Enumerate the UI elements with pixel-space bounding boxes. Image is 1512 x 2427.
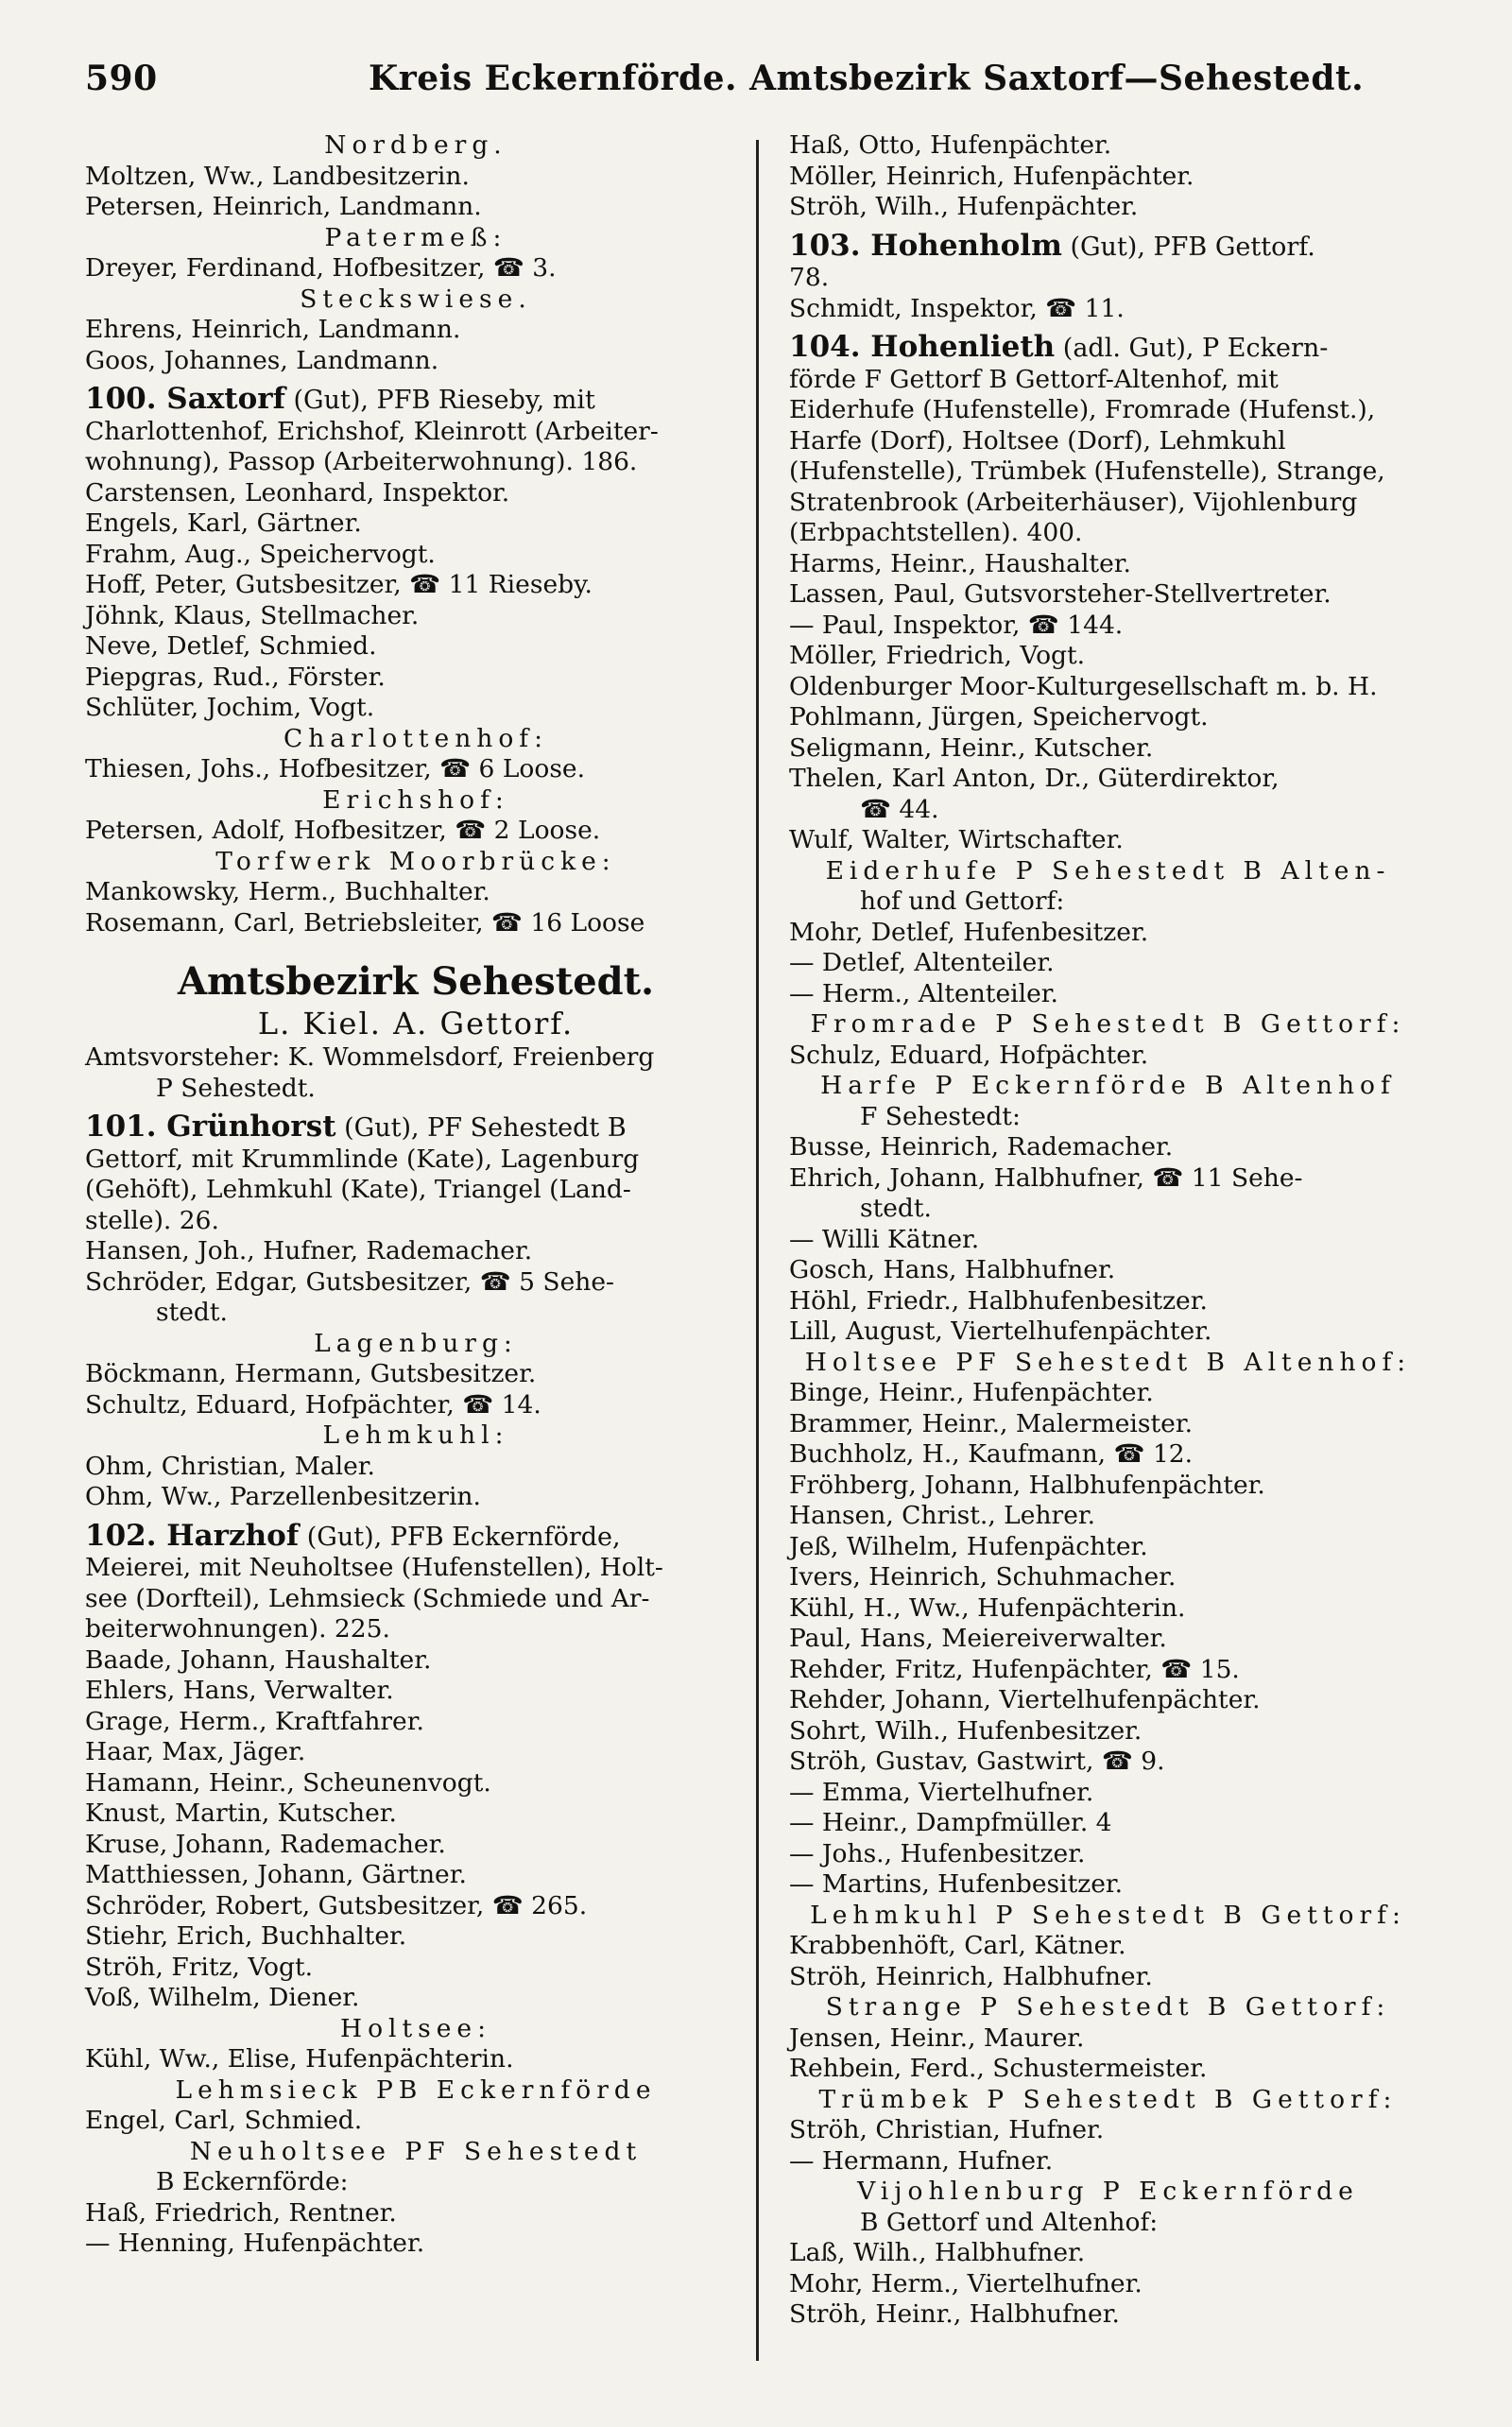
text-line: — Herm., Altenteiler. [789, 978, 1058, 1008]
entry-place-details: (Gut), PFB Rieseby, mit [284, 386, 595, 415]
text-line: — Heinr., Dampfmüller. 4 [789, 1808, 1112, 1837]
text-line: Haar, Max, Jäger. [85, 1737, 306, 1766]
text-line: Rehder, Fritz, Hufenpächter, ☎ 15. [789, 1654, 1240, 1684]
text-line: beiterwohnungen). 225. [85, 1614, 390, 1644]
text-line: (Erbpachtstellen). 400. [789, 518, 1083, 547]
locality-heading: Holtsee: [339, 2013, 492, 2043]
text-line: Goos, Johannes, Landmann. [85, 345, 439, 375]
column-divider [756, 140, 759, 2361]
locality-heading: Trümbek P Sehestedt B Gettorf: [818, 2084, 1398, 2114]
text-line: Kruse, Johann, Rademacher. [85, 1829, 446, 1859]
text-line: förde F Gettorf B Gettorf-Altenhof, mit [789, 364, 1279, 394]
text-line: Thelen, Karl Anton, Dr., Güterdirektor, [789, 764, 1280, 793]
text-line: Laß, Wilh., Halbhufner. [789, 2238, 1086, 2267]
text-line: Ivers, Heinrich, Schuhmacher. [789, 1562, 1177, 1592]
text-line: Ströh, Heinrich, Halbhufner. [789, 1961, 1153, 1991]
text-line: Höhl, Friedr., Halbhufenbesitzer. [789, 1285, 1208, 1316]
text-line: Matthiessen, Johann, Gärtner. [85, 1860, 467, 1889]
page-number: 590 [85, 59, 158, 98]
continuation-line: stedt. [156, 1298, 228, 1327]
text-line: Petersen, Heinrich, Landmann. [85, 192, 482, 221]
locality-heading: Patermeß: [324, 222, 507, 252]
text-line: Frahm, Aug., Speichervogt. [85, 539, 436, 569]
text-line: Ehrich, Johann, Halbhufner, ☎ 11 Sehe- [789, 1162, 1303, 1193]
text-line: Ströh, Gustav, Gastwirt, ☎ 9. [789, 1747, 1165, 1776]
entry-place-details: (Gut), PF Sehestedt B [335, 1113, 627, 1143]
text-line: Haß, Friedrich, Rentner. [85, 2197, 397, 2228]
text-line: Meierei, mit Neuholtsee (Hufenstellen), Holt- [85, 1553, 663, 1582]
text-line: Mohr, Detlef, Hufenbesitzer. [789, 917, 1149, 947]
text-line: wohnung), Passop (Arbeiterwohnung). 186. [85, 447, 638, 476]
entry-place-name: Hohenlieth [860, 330, 1056, 364]
text-line: Mankowsky, Herm., Buchhalter. [85, 877, 490, 906]
text-line: Engel, Carl, Schmied. [85, 2106, 363, 2135]
entry-heading-line [789, 332, 1427, 365]
entry-heading-line [789, 228, 1427, 264]
locality-heading: Charlottenhof: [283, 723, 549, 753]
locality-heading: Lagenburg: [314, 1328, 518, 1358]
text-line: (Hufenstelle), Trümbek (Hufenstelle), Strange, [789, 456, 1385, 486]
text-line: Hoff, Peter, Gutsbesitzer, ☎ 11 Rieseby. [85, 570, 593, 599]
text-line: Fröhberg, Johann, Halbhufenpächter. [789, 1470, 1265, 1500]
locality-heading: Nordberg. [324, 130, 507, 160]
text-line: 78. [789, 263, 830, 292]
continuation-line: stedt. [860, 1194, 932, 1223]
page-header [85, 59, 1427, 115]
entry-place-name: Saxtorf [156, 382, 285, 416]
text-line: Harms, Heinr., Haushalter. [789, 548, 1131, 578]
text-line: Schmidt, Inspektor, ☎ 11. [789, 293, 1125, 323]
section-heading: Amtsbezirk Sehestedt. [177, 959, 655, 1004]
text-line: Carstensen, Leonhard, Inspektor. [85, 477, 510, 508]
entry-place-details: (adl. Gut), P Eckern- [1055, 334, 1329, 363]
text-line: see (Dorfteil), Lehmsieck (Schmiede und Ar- [85, 1583, 650, 1613]
entry-heading-line [85, 1111, 747, 1145]
text-line: Paul, Hans, Meiereiverwalter. [789, 1624, 1167, 1653]
entry-place-name: Hohenholm [860, 228, 1062, 263]
text-line: — Paul, Inspektor, ☎ 144. [789, 610, 1124, 640]
text-line: Seligmann, Heinr., Kutscher. [789, 732, 1154, 763]
text-line: Oldenburger Moor-Kulturgesellschaft m. b. H. [789, 671, 1378, 701]
text-line: Schulz, Eduard, Hofpächter. [789, 1040, 1149, 1070]
text-line: Amtsvorsteher: K. Wommelsdorf, Freienberg [85, 1042, 655, 1072]
text-line: Rosemann, Carl, Betriebsleiter, ☎ 16 Loose [85, 907, 645, 938]
locality-heading: Neuholtsee PF Sehestedt [189, 2136, 643, 2166]
text-line: Harfe (Dorf), Holtsee (Dorf), Lehmkuhl [789, 425, 1286, 456]
text-line: Hansen, Joh., Hufner, Rademacher. [85, 1236, 533, 1265]
entry-place-name: Harzhof [156, 1518, 300, 1553]
locality-heading: Eiderhufe P Sehestedt B Alten- [825, 855, 1391, 886]
text-line: Lill, August, Viertelhufenpächter. [789, 1317, 1212, 1346]
text-line: Kühl, Ww., Elise, Hufenpächterin. [85, 2044, 514, 2074]
locality-heading: Strange P Sehestedt B Gettorf: [825, 1992, 1391, 2022]
entry-heading-line [85, 384, 747, 417]
continuation-line: ☎ 44. [860, 794, 939, 824]
text-line: Stratenbrook (Arbeiterhäuser), Vijohlenburg [789, 487, 1358, 517]
text-line: — Henning, Hufenpächter. [85, 2229, 425, 2258]
entry-heading-line [85, 1518, 747, 1554]
text-line: Haß, Otto, Hufenpächter. [789, 130, 1112, 160]
text-line: Jeß, Wilhelm, Hufenpächter. [789, 1531, 1148, 1561]
text-line: Dreyer, Ferdinand, Hofbesitzer, ☎ 3. [85, 253, 557, 283]
locality-heading: Lehmkuhl P Sehestedt B Gettorf: [810, 1900, 1406, 1930]
right-column [789, 130, 1427, 2331]
text-line: — Emma, Viertelhufner. [789, 1777, 1094, 1807]
text-line: Buchholz, H., Kaufmann, ☎ 12. [789, 1439, 1194, 1469]
locality-heading: Fromrade P Sehestedt B Gettorf: [810, 1009, 1406, 1039]
text-line: Jöhnk, Klaus, Stellmacher. [85, 600, 420, 630]
text-line: — Hermann, Hufner. [789, 2145, 1054, 2176]
locality-heading: Holtsee PF Sehestedt B Altenhof: [804, 1347, 1412, 1377]
text-line: — Martins, Hufenbesitzer. [789, 1869, 1124, 1899]
text-line: Möller, Friedrich, Vogt. [789, 641, 1086, 670]
text-line: — Willi Kätner. [789, 1224, 980, 1254]
text-line: Gettorf, mit Krummlinde (Kate), Lagenburg [85, 1144, 640, 1174]
text-line: Ohm, Christian, Maler. [85, 1451, 375, 1481]
text-line: Schlüter, Jochim, Vogt. [85, 693, 375, 722]
text-line: Busse, Heinrich, Rademacher. [789, 1132, 1174, 1162]
text-line: Schröder, Edgar, Gutsbesitzer, ☎ 5 Sehe- [85, 1266, 614, 1297]
text-line: Hansen, Christ., Lehrer. [789, 1501, 1096, 1530]
entry-place-details: (Gut), PFB Eckernförde, [299, 1522, 621, 1552]
text-line: Jensen, Heinr., Maurer. [789, 2022, 1085, 2053]
text-line: Lassen, Paul, Gutsvorsteher-Stellvertreter. [789, 579, 1332, 609]
continuation-line: P Sehestedt. [156, 1073, 316, 1103]
entry-place-name: Grünhorst [156, 1110, 336, 1144]
entry-number: 101. [85, 1110, 157, 1144]
locality-heading: Erichshof: [322, 784, 509, 815]
text-line: Charlottenhof, Erichshof, Kleinrott (Arbeiter- [85, 416, 659, 446]
text-line: Ströh, Wilh., Hufenpächter. [789, 192, 1139, 221]
locality-heading: Harfe P Eckernförde B Altenhof [820, 1071, 1396, 1100]
text-line: Petersen, Adolf, Hofbesitzer, ☎ 2 Loose. [85, 816, 601, 845]
text-line: Ströh, Heinr., Halbhufner. [789, 2299, 1120, 2329]
text-line: Rehder, Johann, Viertelhufenpächter. [789, 1685, 1261, 1714]
text-line: Ehlers, Hans, Verwalter. [85, 1676, 394, 1705]
text-line: Gosch, Hans, Halbhufner. [789, 1255, 1116, 1284]
text-line: Schröder, Robert, Gutsbesitzer, ☎ 265. [85, 1890, 588, 1920]
text-line: Rehbein, Ferd., Schustermeister. [789, 2054, 1208, 2083]
text-line: Schultz, Eduard, Hofpächter, ☎ 14. [85, 1389, 541, 1420]
page-title: Kreis Eckernförde. Amtsbezirk Saxtorf—Sehestedt. [369, 59, 1365, 98]
text-line: Mohr, Herm., Viertelhufner. [789, 2268, 1143, 2298]
text-line: Sohrt, Wilh., Hufenbesitzer. [789, 1715, 1143, 1746]
section-subheading: L. Kiel. A. Gettorf. [257, 1006, 575, 1041]
continuation-line: B Gettorf und Altenhof: [860, 2207, 1159, 2237]
text-line: Moltzen, Ww., Landbesitzerin. [85, 161, 470, 191]
entry-place-details: (Gut), PFB Gettorf. [1061, 232, 1315, 262]
continuation-line: B Eckernförde: [156, 2167, 349, 2196]
text-line: Pohlmann, Jürgen, Speichervogt. [789, 702, 1209, 732]
text-line: Krabbenhöft, Carl, Kätner. [789, 1931, 1126, 1960]
continuation-line: F Sehestedt: [860, 1101, 1021, 1131]
entry-number: 104. [789, 330, 861, 364]
locality-heading: Torfwerk Moorbrücke: [215, 846, 616, 876]
text-line: Kühl, H., Ww., Hufenpächterin. [789, 1592, 1186, 1623]
text-line: Binge, Heinr., Hufenpächter. [789, 1378, 1154, 1407]
text-line: Grage, Herm., Kraftfahrer. [85, 1706, 424, 1736]
text-line: Ohm, Ww., Parzellenbesitzerin. [85, 1482, 481, 1511]
entry-number: 102. [85, 1518, 157, 1553]
text-line: Engels, Karl, Gärtner. [85, 508, 362, 538]
locality-heading: Lehmsieck PB Eckernförde [175, 2074, 657, 2105]
text-line: stelle). 26. [85, 1205, 219, 1235]
text-line: — Johs., Hufenbesitzer. [789, 1838, 1086, 1868]
locality-heading: Lehmkuhl: [322, 1420, 509, 1450]
text-line: Baade, Johann, Haushalter. [85, 1644, 432, 1675]
text-line: Ströh, Fritz, Vogt. [85, 1952, 314, 1982]
text-line: Ehrens, Heinrich, Landmann. [85, 315, 461, 344]
text-line: — Detlef, Altenteiler. [789, 948, 1055, 977]
locality-heading: Vijohlenburg P Eckernförde [857, 2177, 1359, 2206]
entry-number: 103. [789, 228, 861, 263]
text-line: Ströh, Christian, Hufner. [789, 2115, 1105, 2144]
continuation-line: hof und Gettorf: [860, 886, 1065, 916]
text-line: Möller, Heinrich, Hufenpächter. [789, 161, 1194, 191]
text-line: Piepgras, Rud., Förster. [85, 662, 386, 692]
text-line: Voß, Wilhelm, Diener. [85, 1983, 360, 2012]
text-line: Knust, Martin, Kutscher. [85, 1799, 397, 1828]
text-line: Eiderhufe (Hufenstelle), Fromrade (Hufenst.), [789, 395, 1376, 424]
text-line: Wulf, Walter, Wirtschafter. [789, 825, 1124, 854]
text-line: Hamann, Heinr., Scheunenvogt. [85, 1767, 491, 1798]
text-line: (Gehöft), Lehmkuhl (Kate), Triangel (Land- [85, 1175, 631, 1204]
text-line: Böckmann, Hermann, Gutsbesitzer. [85, 1359, 537, 1388]
text-line: Thiesen, Johs., Hofbesitzer, ☎ 6 Loose. [85, 754, 586, 783]
entry-number: 100. [85, 382, 157, 416]
left-column [85, 130, 747, 2260]
text-line: Brammer, Heinr., Malermeister. [789, 1408, 1194, 1438]
text-line: Stiehr, Erich, Buchhalter. [85, 1921, 407, 1951]
text-line: Neve, Detlef, Schmied. [85, 631, 377, 661]
locality-heading: Steckswiese. [300, 284, 532, 314]
